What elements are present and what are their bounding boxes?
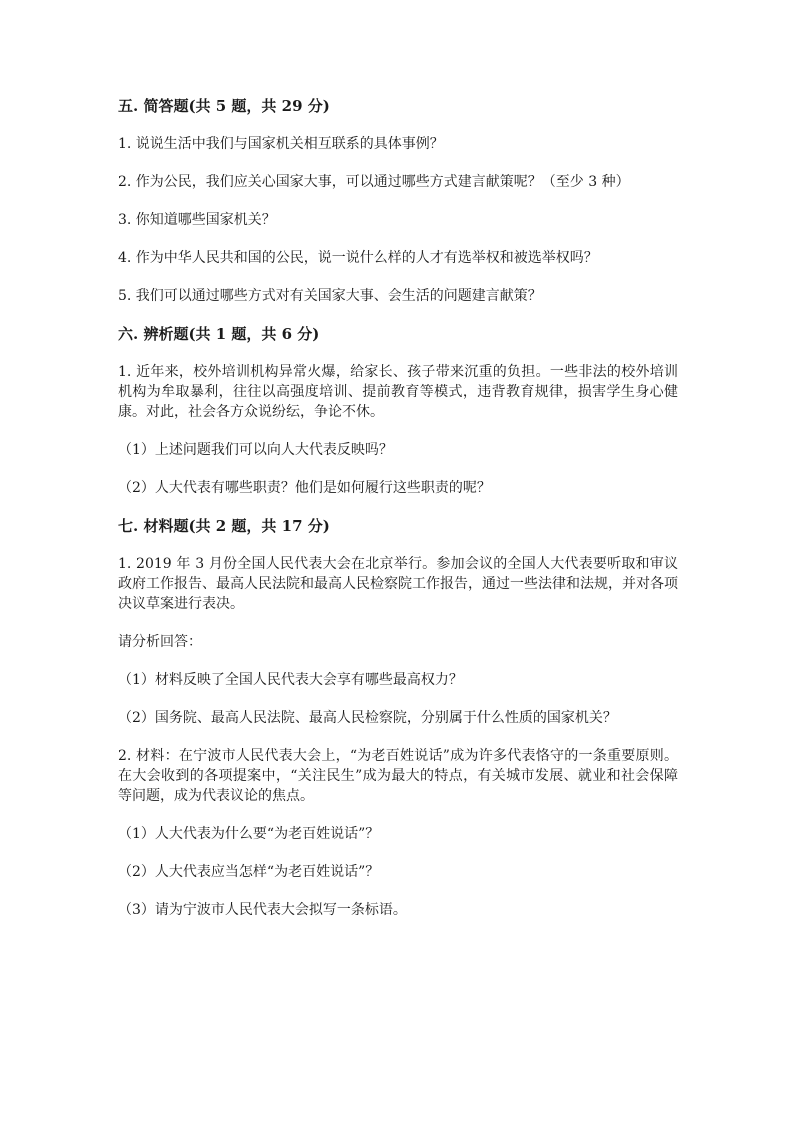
question-paragraph: 1. 近年来，校外培训机构异常火爆，给家长、孩子带来沉重的负担。一些非法的校外培训机构为牟取暴利，往往以高强度培训、提前教育等模式，违背教育规律，损害学生身心健康。对此，社会各方众说纷纭，争论不休。 xyxy=(118,364,678,420)
question-paragraph: 2. 作为公民，我们应关心国家大事，可以通过哪些方式建言献策呢？（至少 3 种） xyxy=(118,174,630,190)
question-paragraph: 1. 说说生活中我们与国家机关相互联系的具体事例？ xyxy=(118,136,444,152)
section-title-analysis: 六. 辨析题(共 1 题，共 6 分) xyxy=(118,325,320,343)
question-paragraph: 1. 2019 年 3 月份全国人民代表大会在北京举行。参加会议的全国人大代表要听取和审议政府工作报告、最高人民法院和最高人民检察院工作报告，通过一些法律和法规，并对各项决议草案进行表决。 xyxy=(118,556,678,612)
sub-question-paragraph: （2）人大代表有哪些职责？他们是如何履行这些职责的呢？ xyxy=(118,480,491,496)
sub-question-paragraph: （1）上述问题我们可以向人大代表反映吗？ xyxy=(118,442,393,458)
question-paragraph: 2. 材料：在宁波市人民代表大会上，“为老百姓说话”成为许多代表恪守的一条重要原则。在大会收到的各项提案中，“关注民生”成为最大的特点，有关城市发展、就业和社会保障等问题，成为代表议论的焦点。 xyxy=(118,748,678,804)
sub-question-paragraph: （3）请为宁波市人民代表大会拟写一条标语。 xyxy=(118,902,407,918)
sub-question-paragraph: （1）材料反映了全国人民代表大会享有哪些最高权力？ xyxy=(118,672,463,688)
section-title-material: 七. 材料题(共 2 题，共 17 分) xyxy=(118,517,330,535)
sub-question-paragraph: （2）国务院、最高人民法院、最高人民检察院，分别属于什么性质的国家机关？ xyxy=(118,710,617,726)
question-paragraph: 3. 你知道哪些国家机关？ xyxy=(118,212,276,228)
question-paragraph: 4. 作为中华人民共和国的公民，说一说什么样的人才有选举权和被选举权吗？ xyxy=(118,250,598,266)
sub-question-paragraph: （2）人大代表应当怎样“为老百姓说话”？ xyxy=(118,864,380,880)
question-paragraph: 5. 我们可以通过哪些方式对有关国家大事、会生活的问题建言献策？ xyxy=(118,288,542,304)
sub-question-paragraph: （1）人大代表为什么要“为老百姓说话”？ xyxy=(118,826,380,842)
document-page xyxy=(118,88,678,920)
section-title-short-answer: 五. 简答题(共 5 题，共 29 分) xyxy=(118,97,330,115)
instruction-paragraph: 请分析回答： xyxy=(118,634,202,650)
